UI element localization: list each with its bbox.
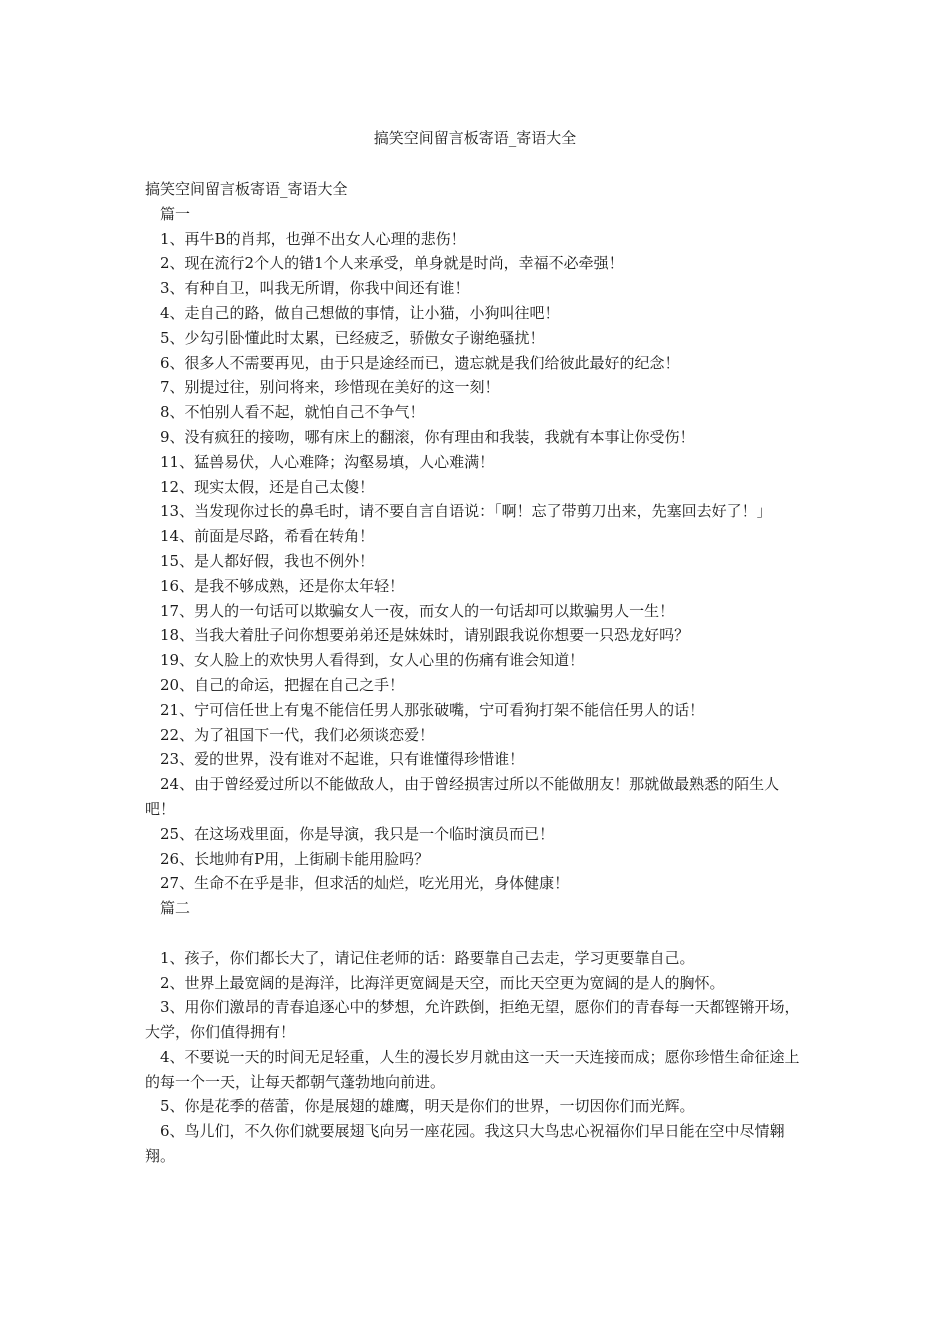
list-item: 13、当发现你过长的鼻毛时，请不要自言自语说：「啊！忘了带剪刀出来，先塞回去好了！」 (160, 502, 772, 521)
list-item: 8、不怕别人看不起，就怕自己不争气！ (160, 403, 425, 422)
list-item: 22、为了祖国下一代，我们必须谈恋爱！ (160, 725, 435, 744)
list-item: 5、少勾引卧懂此时太累，已经疲乏，骄傲女子谢绝骚扰！ (160, 328, 545, 347)
list-item: 2、现在流行2个人的错1个人来承受，单身就是时尚，幸福不必牵强！ (160, 254, 624, 273)
list-item: 19、女人脸上的欢快男人看得到，女人心里的伤痛有谁会知道！ (160, 651, 585, 670)
list-item: 4、走自己的路，做自己想做的事情，让小猫，小狗叫往吧！ (160, 303, 560, 322)
list-item: 3、用你们激昂的青春追逐心中的梦想，允许跌倒，拒绝无望，愿你们的青春每一天都铿锵开场，大学，你们值得拥有！ (145, 998, 800, 1042)
list-item: 9、没有疯狂的接吻，哪有床上的翻滚，你有理由和我装，我就有本事让你受伤！ (160, 427, 695, 446)
list-item: 6、很多人不需要再见，由于只是途经而已，遗忘就是我们给彼此最好的纪念！ (160, 353, 680, 372)
list-item: 12、现实太假，还是自己太傻！ (160, 477, 375, 496)
list-item: 6、鸟儿们，不久你们就要展翅飞向另一座花园。我这只大鸟忠心祝福你们早日能在空中尽情翱翔。 (145, 1122, 785, 1166)
list-item: 1、再牛B的肖邦，也弹不出女人心理的悲伤！ (160, 229, 466, 248)
list-item: 5、你是花季的蓓蕾，你是展翅的雄鹰，明天是你们的世界，一切因你们而光辉。 (160, 1097, 695, 1116)
document-subtitle: 搞笑空间留言板寄语_寄语大全 (145, 180, 348, 198)
list-item: 3、有种自卫，叫我无所谓，你我中间还有谁！ (160, 279, 470, 298)
list-item: 21、宁可信任世上有鬼不能信任男人那张破嘴，宁可看狗打架不能信任男人的话！ (160, 700, 705, 719)
list-item: 14、前面是尽路，希看在转角！ (160, 527, 375, 546)
document-body (145, 177, 805, 1169)
section-heading-2: 篇二 (160, 899, 191, 918)
list-item: 20、自己的命运，把握在自己之手！ (160, 675, 405, 694)
list-item: 23、爱的世界，没有谁对不起谁，只有谁懂得珍惜谁！ (160, 750, 525, 769)
list-item: 25、在这场戏里面，你是导演，我只是一个临时演员而已！ (160, 824, 555, 843)
list-item: 27、生命不在乎是非，但求活的灿烂，吃光用光，身体健康！ (160, 874, 570, 893)
list-item: 7、别提过往，别问将来，珍惜现在美好的这一刻！ (160, 378, 500, 397)
section-heading-1: 篇一 (160, 204, 191, 223)
blank-line (145, 921, 805, 946)
list-item: 15、是人都好假，我也不例外！ (160, 551, 375, 570)
page-title: 搞笑空间留言板寄语_寄语大全 (373, 129, 577, 147)
list-item: 24、由于曾经爱过所以不能做敌人，由于曾经损害过所以不能做朋友！那就做最熟悉的陌生人吧！ (145, 775, 780, 818)
list-item: 26、长地帅有P用，上街刷卡能用脸吗？ (160, 849, 430, 868)
list-item: 4、不要说一天的时间无足轻重，人生的漫长岁月就由这一天一天连接而成；愿你珍惜生命征途上的每一个一天，让每天都朝气蓬勃地向前进。 (145, 1047, 800, 1091)
list-item: 11、猛兽易伏，人心难降；沟壑易填，人心难满！ (160, 452, 495, 471)
list-item: 2、世界上最宽阔的是海洋，比海洋更宽阔是天空，而比天空更为宽阔的是人的胸怀。 (160, 973, 725, 992)
list-item: 16、是我不够成熟，还是你太年轻！ (160, 576, 405, 595)
list-item: 1、孩子，你们都长大了，请记住老师的话：路要靠自己去走，学习更要靠自己。 (160, 948, 695, 967)
list-item: 18、当我大着肚子问你想要弟弟还是妹妹时，请别跟我说你想要一只恐龙好吗？ (160, 626, 690, 645)
list-item: 17、男人的一句话可以欺骗女人一夜，而女人的一句话却可以欺骗男人一生！ (160, 601, 675, 620)
